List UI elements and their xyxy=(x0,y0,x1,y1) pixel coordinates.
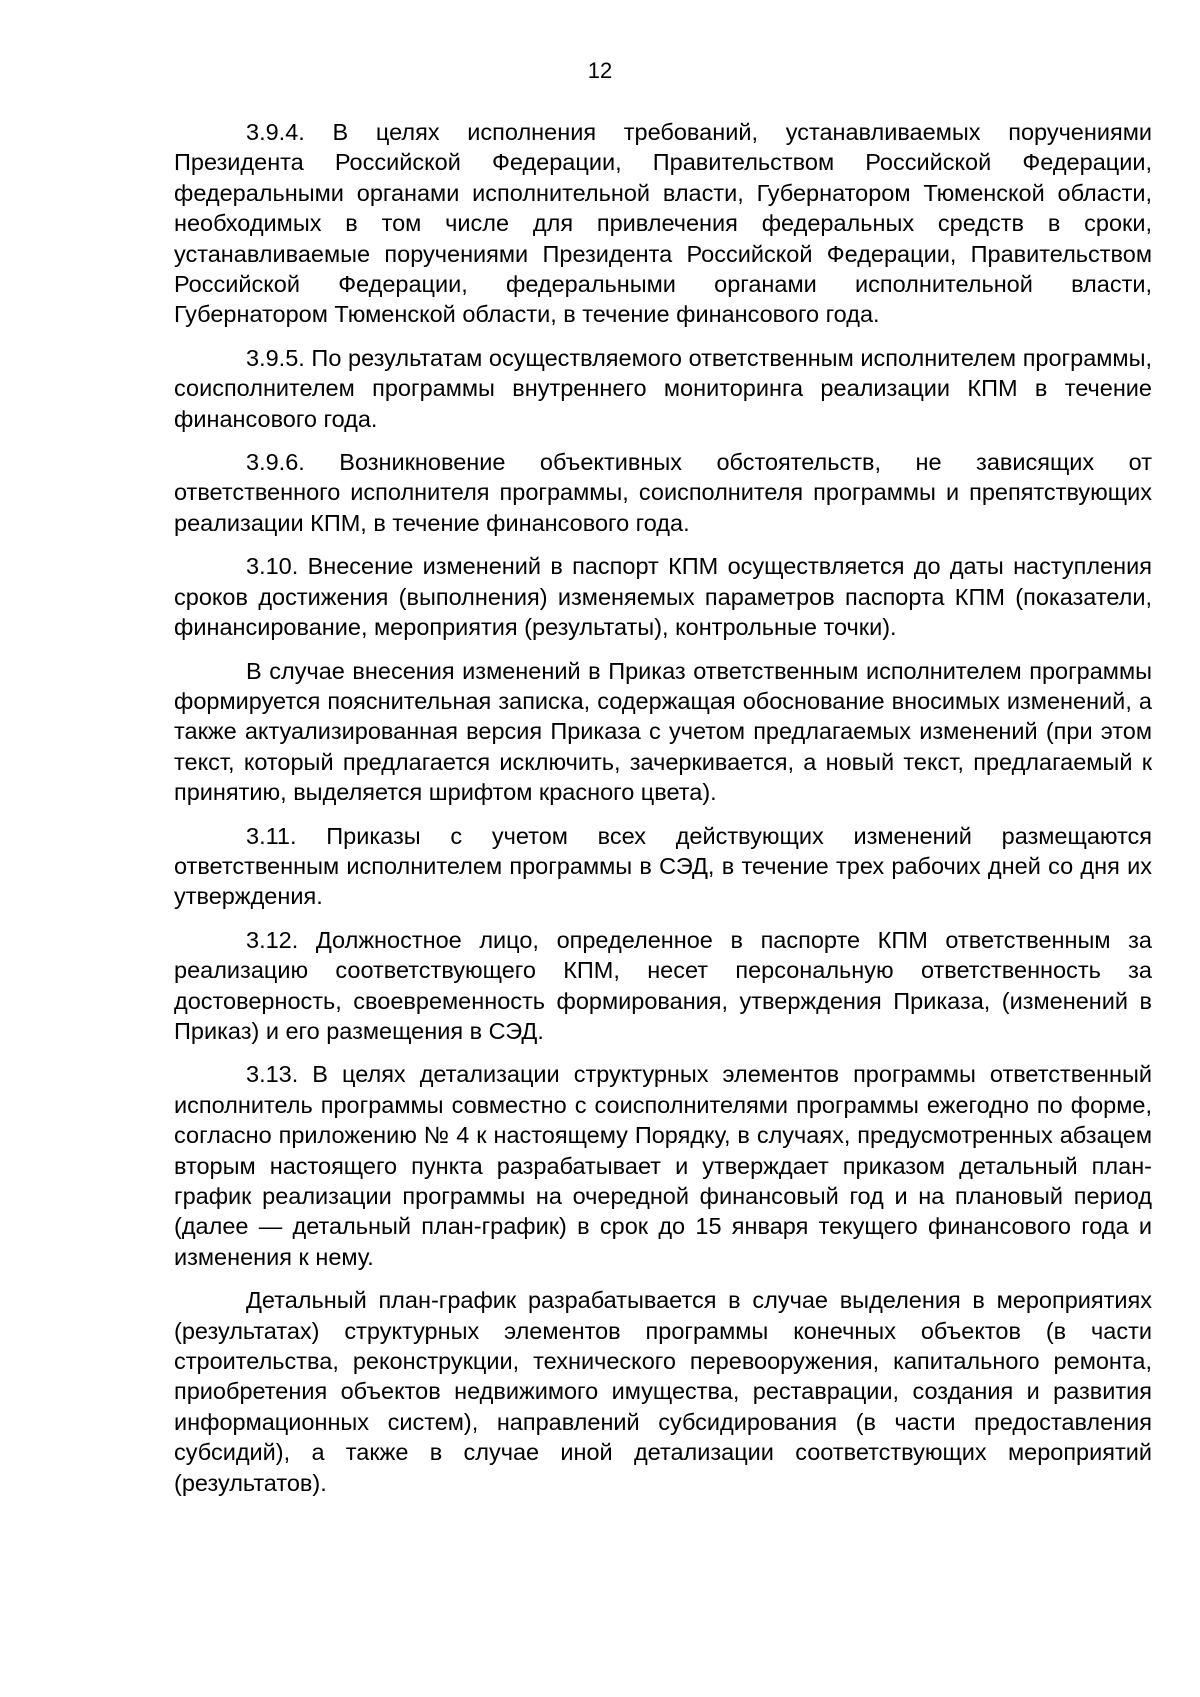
paragraph-3-9-4: 3.9.4. В целях исполнения требований, устанавливаемых поручениями Президента Российской Федерации, Правительством Российской Федерации, федеральными органами исполнительной власти, Губернатором Тюменской области, необходимых в том числе для привлечения федеральных средств в сроки, устанавливаемые поручениями Президента Российской Федерации, Правительством Российской Федерации, федеральными органами исполнительной власти, Губернатором Тюменской области, в течение финансового года. xyxy=(174,119,1152,328)
paragraph-3-13: 3.13. В целях детализации структурных элементов программы ответственный исполнитель программы совместно с соисполнителями программы ежегодно по форме, согласно приложению № 4 к настоящему Порядку, в случаях, предусмотренных абзацем вторым настоящего пункта разрабатывает и утверждает приказом детальный план-график реализации программы на очередной финансовый год и на плановый период (далее — детальный план-график) в срок до 15 января текущего финансового года и изменения к нему. xyxy=(174,1061,1152,1270)
paragraph-3-12: 3.12. Должностное лицо, определенное в паспорте КПМ ответственным за реализацию соответствующего КПМ, несет персональную ответственность за достоверность, своевременность формирования, утверждения Приказа, (изменений в Приказ) и его размещения в СЭД. xyxy=(174,926,1152,1044)
paragraph-3-13-detailed-schedule: Детальный план-график разрабатывается в случае выделения в мероприятиях (результатах) структурных элементов программы конечных объектов (в части строительства, реконструкции, технического перевооружения, капитального ремонта, приобретения объектов недвижимого имущества, реставрации, создания и развития информационных систем), направлений субсидирования (в части предоставления субсидий), а также в случае иной детализации соответствующих мероприятий (результатов). xyxy=(174,1287,1152,1496)
paragraph-3-9-6: 3.9.6. Возникновение объективных обстоятельств, не зависящих от ответственного исполнителя программы, соисполнителя программы и препятствующих реализации КПМ, в течение финансового года. xyxy=(174,449,1152,536)
paragraph-3-10-amendment-note: В случае внесения изменений в Приказ ответственным исполнителем программы формируется пояснительная записка, содержащая обоснование вносимых изменений, а также актуализированная версия Приказа с учетом предлагаемых изменений (при этом текст, который предлагается исключить, зачеркивается, а новый текст, предлагаемый к принятию, выделяется шрифтом красного цвета). xyxy=(174,657,1152,806)
page-number: 12 xyxy=(587,58,613,83)
document-body xyxy=(174,117,1152,1511)
paragraph-3-9-5: 3.9.5. По результатам осуществляемого ответственным исполнителем программы, соисполнителем программы внутреннего мониторинга реализации КПМ в течение финансового года. xyxy=(174,344,1152,432)
paragraph-3-10: 3.10. Внесение изменений в паспорт КПМ осуществляется до даты наступления сроков достижения (выполнения) изменяемых параметров паспорта КПМ (показатели, финансирование, мероприятия (результаты), контрольные точки). xyxy=(174,553,1152,641)
paragraph-3-11: 3.11. Приказы с учетом всех действующих изменений размещаются ответственным исполнителем программы в СЭД, в течение трех рабочих дней со дня их утверждения. xyxy=(174,822,1152,910)
